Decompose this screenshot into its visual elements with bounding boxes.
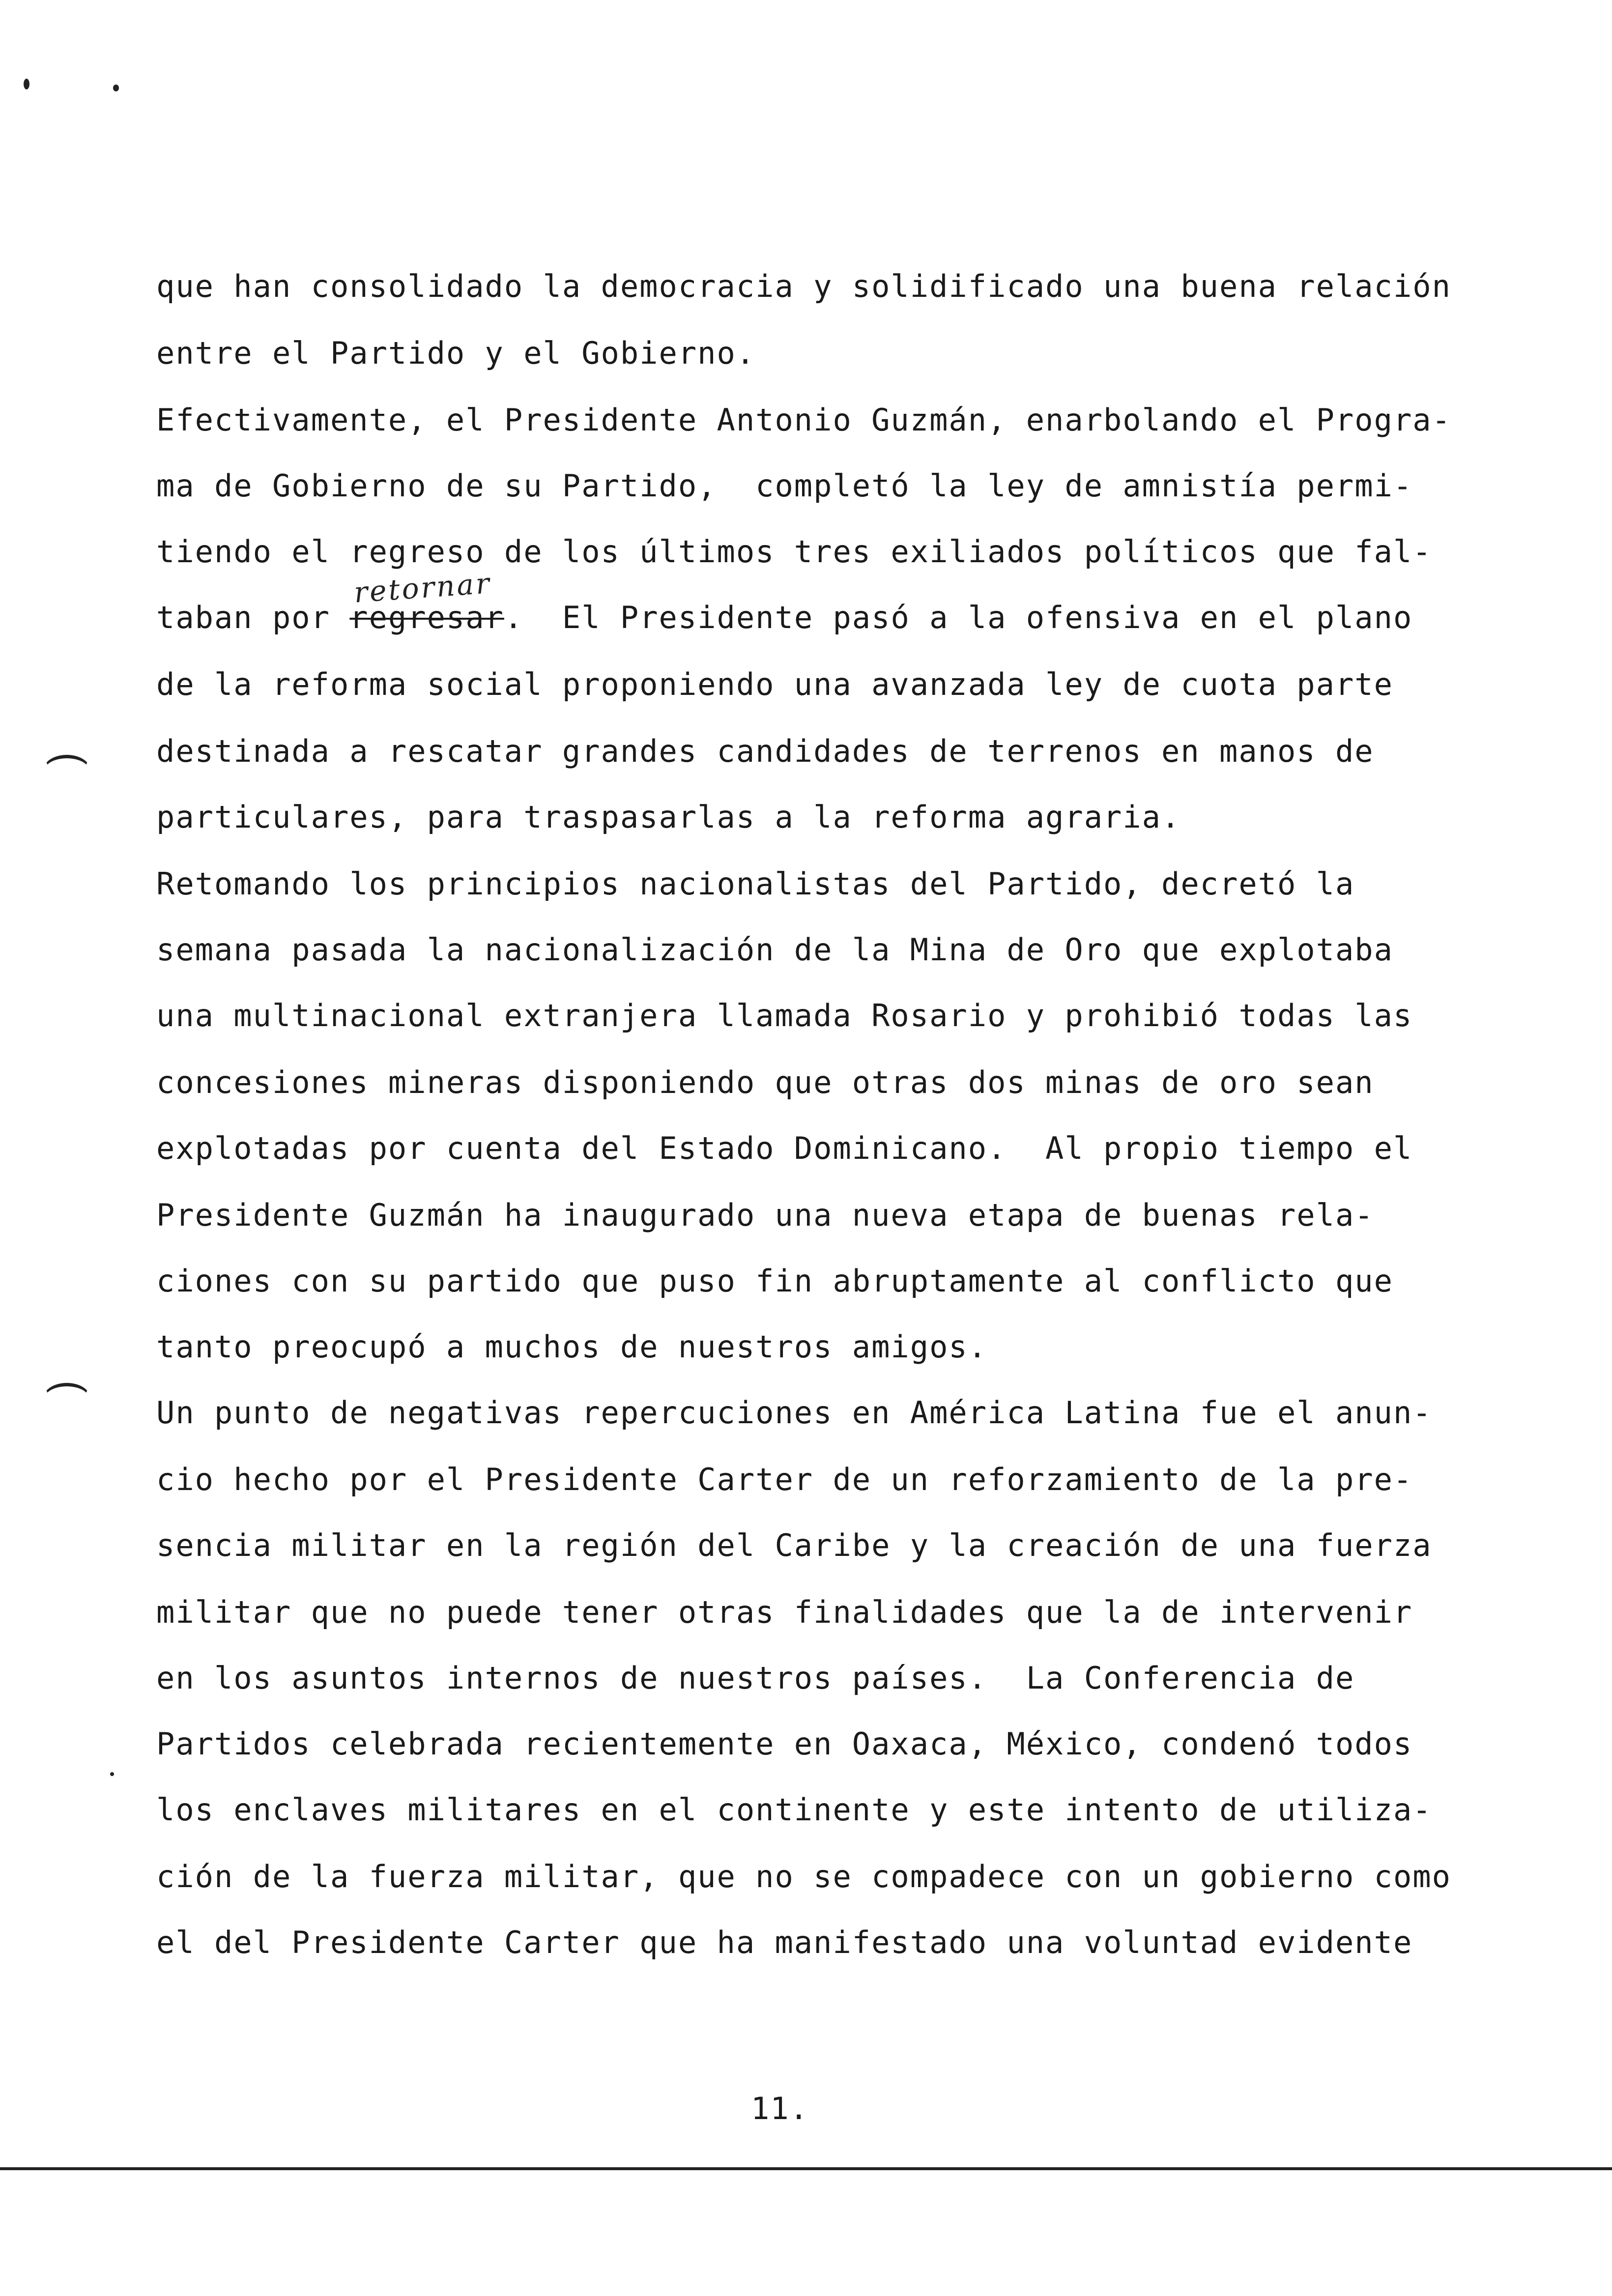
body-line: particulares, para traspasarlas a la reforma agraria. xyxy=(156,799,1181,835)
body-line: ción de la fuerza militar, que no se compadece con un gobierno como xyxy=(156,1859,1451,1894)
body-line: tiendo el regreso de los últimos tres exiliados políticos que fal- xyxy=(156,534,1432,570)
struck-word: regresar xyxy=(349,600,504,635)
body-line: ma de Gobierno de su Partido, completó la ley de amnistía permi- xyxy=(156,468,1413,504)
punch-hole-mark xyxy=(43,1383,90,1414)
line-text-before: taban por xyxy=(156,600,350,635)
body-line: Retomando los principios nacionalistas del Partido, decretó la xyxy=(156,866,1355,902)
scan-speck xyxy=(24,79,29,89)
scan-speck xyxy=(110,1772,114,1776)
line-text-after: . El Presidente pasó a la ofensiva en el plano xyxy=(504,600,1413,635)
body-line: en los asuntos internos de nuestros países. La Conferencia de xyxy=(156,1660,1355,1696)
body-line: militar que no puede tener otras finalidades que la de intervenir xyxy=(156,1594,1413,1630)
body-line: destinada a rescatar grandes candidades de terrenos en manos de xyxy=(156,733,1374,769)
page-number: 11. xyxy=(751,2091,809,2126)
body-line: Un punto de negativas repercuciones en América Latina fue el anun- xyxy=(156,1395,1432,1431)
body-line: semana pasada la nacionalización de la Mina de Oro que explotaba xyxy=(156,932,1393,968)
body-line: el del Presidente Carter que ha manifestado una voluntad evidente xyxy=(156,1924,1413,1960)
scan-speck xyxy=(113,85,119,91)
body-line: los enclaves militares en el continente y este intento de utiliza- xyxy=(156,1792,1432,1828)
body-line-with-correction xyxy=(156,601,1412,635)
body-line: cio hecho por el Presidente Carter de un reforzamiento de la pre- xyxy=(156,1462,1413,1497)
body-line: que han consolidado la democracia y solidificado una buena relación xyxy=(156,268,1451,304)
punch-hole-mark xyxy=(43,755,90,786)
handwritten-correction: retornar xyxy=(352,566,492,609)
body-line: concesiones mineras disponiendo que otras dos minas de oro sean xyxy=(156,1064,1374,1100)
page-bottom-rule xyxy=(0,2167,1612,2170)
body-line: Partidos celebrada recientemente en Oaxaca, México, condenó todos xyxy=(156,1726,1413,1762)
body-line: Efectivamente, el Presidente Antonio Guzmán, enarbolando el Progra- xyxy=(156,402,1451,438)
body-line: sencia militar en la región del Caribe y la creación de una fuerza xyxy=(156,1527,1432,1563)
body-line: ciones con su partido que puso fin abruptamente al conflicto que xyxy=(156,1263,1393,1299)
body-line: entre el Partido y el Gobierno. xyxy=(156,335,756,371)
body-line: Presidente Guzmán ha inaugurado una nueva etapa de buenas rela- xyxy=(156,1197,1374,1233)
body-line: explotadas por cuenta del Estado Dominicano. Al propio tiempo el xyxy=(156,1130,1413,1166)
body-line: una multinacional extranjera llamada Rosario y prohibió todas las xyxy=(156,998,1413,1033)
body-line: tanto preocupó a muchos de nuestros amigos. xyxy=(156,1329,988,1365)
body-line: de la reforma social proponiendo una avanzada ley de cuota parte xyxy=(156,666,1393,702)
